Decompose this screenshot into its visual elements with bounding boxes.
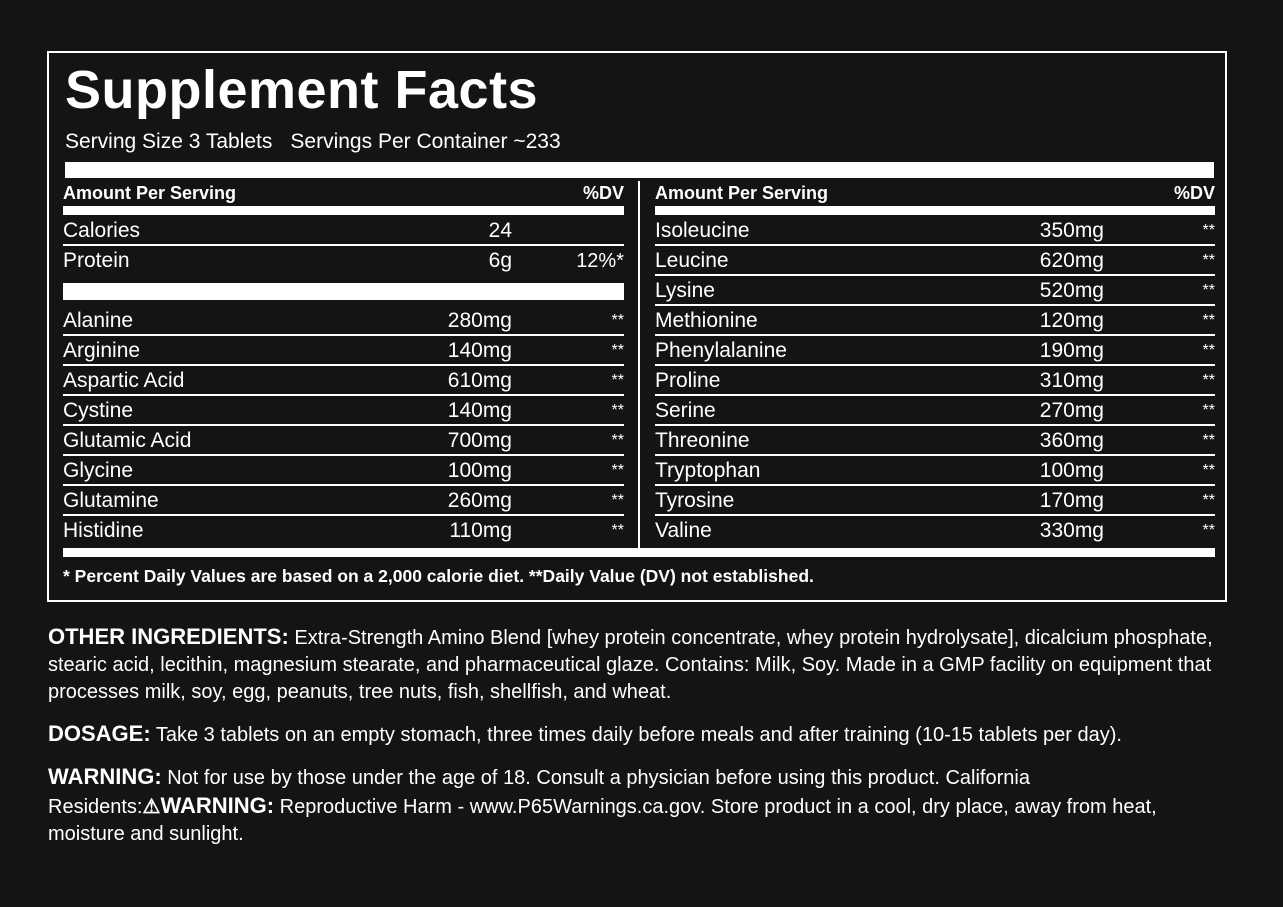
- ingredient-dv: **: [1202, 492, 1215, 509]
- dv-label: %DV: [582, 183, 624, 203]
- ingredient-name: Phenylalanine: [655, 339, 787, 362]
- table-row: [63, 516, 624, 546]
- ingredient-dv: **: [611, 432, 624, 449]
- ingredient-name: Glycine: [63, 459, 134, 482]
- table-row: [63, 246, 624, 276]
- table-row: [655, 246, 1215, 276]
- ingredient-amount: 360mg: [1039, 429, 1104, 452]
- ingredient-dv: **: [1202, 252, 1215, 269]
- ingredient-dv: **: [1202, 282, 1215, 299]
- table-row: [63, 216, 624, 246]
- ingredient-dv: **: [1202, 342, 1215, 359]
- nutrient-name: Protein: [63, 249, 130, 272]
- dv-footnote: * Percent Daily Values are based on a 2,000 calorie diet. **Daily Value (DV) not established.: [63, 566, 814, 586]
- warning-label: WARNING:: [48, 764, 162, 789]
- warning-triangle-icon: ⚠: [142, 796, 161, 818]
- amount-per-serving-label: Amount Per Serving: [63, 183, 237, 203]
- table-row: [655, 426, 1215, 456]
- ingredient-name: Cystine: [63, 399, 134, 422]
- amount-per-serving-label: Amount Per Serving: [655, 183, 829, 203]
- ingredient-name: Histidine: [63, 519, 144, 542]
- table-row: [655, 276, 1215, 306]
- ingredient-dv: **: [1202, 312, 1215, 329]
- ingredient-amount: 270mg: [1039, 399, 1104, 422]
- ingredient-amount: 190mg: [1039, 339, 1104, 362]
- left-column-header: [63, 181, 624, 205]
- table-row: [655, 306, 1215, 336]
- ingredient-dv: **: [1202, 462, 1215, 479]
- dosage-text: Take 3 tablets on an empty stomach, three times daily before meals and after training (10-15 tablets per day).: [150, 724, 1122, 746]
- ingredient-amount: 260mg: [447, 489, 512, 512]
- ingredient-amount: 700mg: [447, 429, 512, 452]
- ingredient-dv: **: [611, 342, 624, 359]
- nutrient-dv: 12%*: [576, 250, 624, 272]
- ingredient-dv: **: [1202, 222, 1215, 239]
- bottom-divider: [63, 548, 1215, 557]
- ingredient-name: Aspartic Acid: [63, 369, 185, 392]
- ingredient-dv: **: [611, 462, 624, 479]
- ingredient-amount: 610mg: [447, 369, 512, 392]
- panel-title: Supplement Facts: [65, 60, 539, 120]
- ingredient-name: Threonine: [655, 429, 750, 452]
- ingredient-name: Lysine: [655, 279, 715, 302]
- warning: [48, 763, 1238, 848]
- table-row: [655, 366, 1215, 396]
- ingredient-amount: 620mg: [1039, 249, 1104, 272]
- table-row: [655, 486, 1215, 516]
- ingredient-name: Isoleucine: [655, 219, 750, 242]
- dv-label: %DV: [1173, 183, 1215, 203]
- warning-label-2: WARNING:: [160, 793, 275, 818]
- ingredient-name: Methionine: [655, 309, 758, 332]
- table-row: [63, 306, 624, 336]
- ingredient-amount: 110mg: [449, 519, 512, 542]
- ingredient-amount: 170mg: [1039, 489, 1104, 512]
- section-divider: [63, 283, 624, 300]
- other-ingredients: [48, 623, 1238, 706]
- ingredient-name: Glutamic Acid: [63, 429, 192, 452]
- serving-info: [65, 128, 579, 156]
- table-row: [655, 336, 1215, 366]
- ingredient-name: Alanine: [63, 309, 134, 332]
- ingredient-dv: **: [1202, 402, 1215, 419]
- ingredient-dv: **: [611, 522, 624, 539]
- ingredient-dv: **: [1202, 372, 1215, 389]
- ingredient-dv: **: [611, 372, 624, 389]
- header-divider: [655, 206, 1215, 215]
- ingredient-name: Serine: [655, 399, 716, 422]
- table-row: [655, 516, 1215, 546]
- ingredient-amount: 120mg: [1039, 309, 1104, 332]
- ingredient-name: Tyrosine: [655, 489, 735, 512]
- ingredient-dv: **: [1202, 522, 1215, 539]
- table-row: [655, 456, 1215, 486]
- nutrient-name: Calories: [63, 219, 141, 242]
- servings-per-container: Servings Per Container ~233: [290, 130, 561, 153]
- dosage-label: DOSAGE:: [48, 721, 151, 746]
- table-row: [655, 396, 1215, 426]
- ingredient-name: Glutamine: [63, 489, 159, 512]
- table-row: [655, 216, 1215, 246]
- other-ingredients-label: OTHER INGREDIENTS:: [48, 624, 289, 649]
- ingredient-name: Arginine: [63, 339, 141, 362]
- nutrient-amount: 6g: [488, 249, 512, 272]
- ingredient-amount: 100mg: [1039, 459, 1104, 482]
- ingredient-amount: 310mg: [1039, 369, 1104, 392]
- thick-divider: [65, 162, 1214, 178]
- table-row: [63, 396, 624, 426]
- ingredient-name: Proline: [655, 369, 721, 392]
- header-divider: [63, 206, 624, 215]
- ingredient-dv: **: [611, 492, 624, 509]
- ingredient-name: Leucine: [655, 249, 729, 272]
- table-row: [63, 456, 624, 486]
- serving-size: Serving Size 3 Tablets: [65, 130, 273, 153]
- ingredient-amount: 100mg: [447, 459, 512, 482]
- warning-text: Not for use by those under the age of 18. Consult a physician before using this product. California Residents:: [48, 767, 1030, 818]
- other-ingredients-text: Extra-Strength Amino Blend [whey protein concentrate, whey protein hydrolysate], dicalcium phosphate, stearic acid, lecithin, magnesium stearate, and pharmaceutical glaze. Contains: Milk, Soy. Made in a GMP facility on equipment that processes milk, soy, egg, peanuts, tree nuts, fish, shellfish, and wheat.: [48, 627, 1213, 703]
- ingredient-dv: **: [1202, 432, 1215, 449]
- ingredient-amount: 330mg: [1039, 519, 1104, 542]
- ingredient-amount: 280mg: [447, 309, 512, 332]
- ingredient-amount: 140mg: [447, 339, 512, 362]
- table-row: [63, 366, 624, 396]
- table-row: [63, 426, 624, 456]
- ingredient-amount: 520mg: [1039, 279, 1104, 302]
- nutrient-amount: 24: [488, 219, 512, 242]
- table-row: [63, 486, 624, 516]
- right-column-header: [655, 181, 1215, 205]
- warning-text-2: Reproductive Harm - www.P65Warnings.ca.gov. Store product in a cool, dry place, away from heat, moisture and sunlight.: [48, 796, 1157, 845]
- column-divider: [638, 181, 640, 549]
- table-row: [63, 336, 624, 366]
- dosage: [48, 720, 1238, 749]
- ingredient-name: Valine: [655, 519, 712, 542]
- ingredient-amount: 140mg: [447, 399, 512, 422]
- ingredient-dv: **: [611, 402, 624, 419]
- ingredient-amount: 350mg: [1039, 219, 1104, 242]
- ingredient-name: Tryptophan: [655, 459, 761, 482]
- ingredient-dv: **: [611, 312, 624, 329]
